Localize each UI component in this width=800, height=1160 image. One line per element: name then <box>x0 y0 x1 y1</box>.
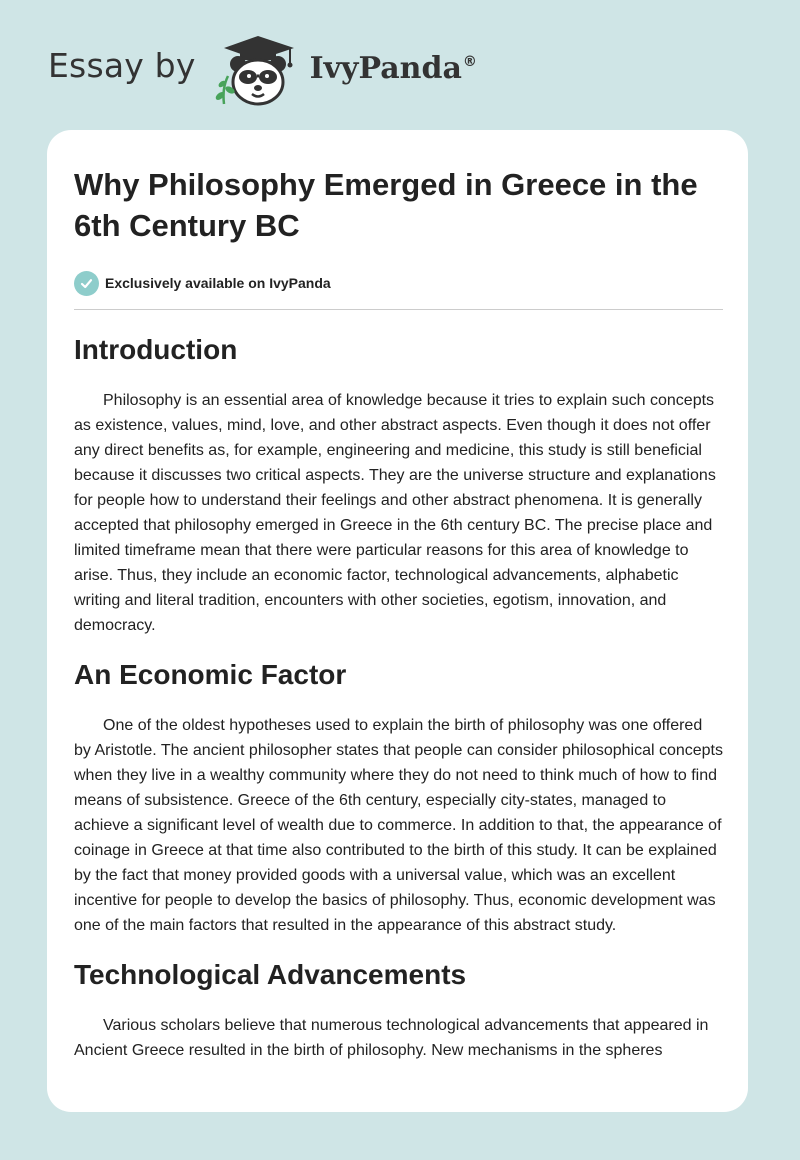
site-header <box>48 30 477 110</box>
essay-content <box>74 164 723 1063</box>
section-paragraph-introduction: Philosophy is an essential area of knowledge because it tries to explain such concepts as existence, values, mind, love, and other abstract aspects. Even though it does not offer any direct benefits as, for example, engineering and medicine, this study is still beneficial because it discusses two critical aspects. They are the universe structure and explanations for people how to understand their feelings and other abstract phenomena. It is generally accepted that philosophy emerged in Greece in the 6th century BC. The precise place and limited timeframe mean that there were particular reasons for this area of knowledge to arise. Thus, they include an economic factor, technological advancements, alphabetic writing and literal tradition, encounters with other societies, egotism, innovation, and democracy. <box>74 392 716 634</box>
section-paragraph-technological-advancements: Various scholars believe that numerous technological advancements that appeared in Ancient Greece resulted in the birth of philosophy. New mechanisms in the spheres <box>74 1017 709 1059</box>
brand-name-text: IvyPanda <box>309 50 462 86</box>
section-heading-technological-advancements: Technological Advancements <box>74 959 467 990</box>
section-paragraph-economic-factor: One of the oldest hypotheses used to explain the birth of philosophy was one offered by Aristotle. The ancient philosopher states that people can consider philosophical concepts when they live in a wealthy community where they do not need to think much of how to find means of subsistence. Greece of the 6th century, especially city-states, managed to achieve a significant level of wealth due to commerce. In addition to that, the appearance of coinage in Greece at that time also contributed to the birth of this study. It can be explained by the fact that money provided goods with a universal value, which was an excellent incentive for people to develop the basics of philosophy. Thus, economic development was one of the main factors that resulted in the appearance of this abstract study. <box>74 717 723 934</box>
title-divider <box>74 309 723 310</box>
essay-title: Why Philosophy Emerged in Greece in the 6th Century BC <box>74 167 698 243</box>
brand-prefix: Essay by <box>48 45 196 85</box>
registered-mark: ® <box>462 53 477 70</box>
essay-card <box>47 130 748 1112</box>
section-heading-economic-factor: An Economic Factor <box>74 659 347 690</box>
brand-name[interactable] <box>310 51 477 86</box>
section-heading-introduction: Introduction <box>74 334 238 365</box>
badge-text: Exclusively available on IvyPanda <box>105 275 331 291</box>
ivypanda-logo-icon[interactable] <box>210 30 306 110</box>
check-circle-icon <box>74 271 99 296</box>
exclusive-badge <box>74 270 723 296</box>
panda-logo-graphic <box>210 30 306 110</box>
